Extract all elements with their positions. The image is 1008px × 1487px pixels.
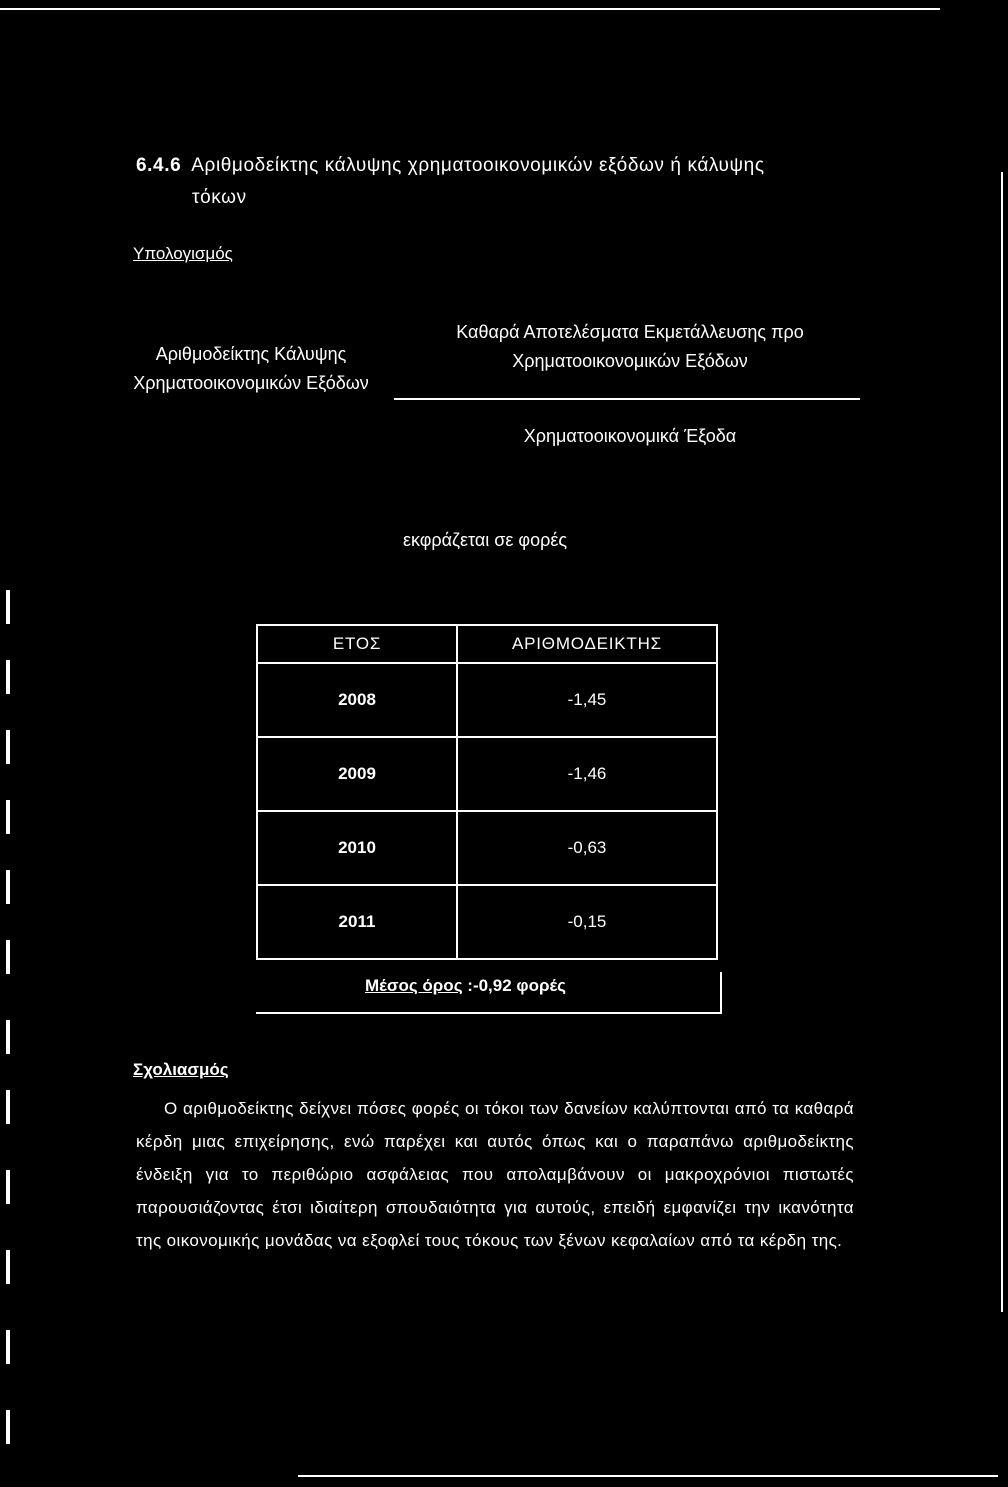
right-border-line <box>1001 172 1003 1312</box>
index-table <box>256 624 718 960</box>
section-number: 6.4.6 <box>136 155 182 176</box>
year-cell: 2011 <box>257 885 457 959</box>
table-row <box>257 663 717 737</box>
section-heading <box>136 150 866 214</box>
commentary-paragraph: Ο αριθμοδείκτης δείχνει πόσες φορές οι τόκοι των δανείων καλύπτονται από τα καθαρά κέρδη μιας επιχείρησης, ενώ παρέχει και αυτός όπως και ο παραπάνω αριθμοδείκτης ένδειξη για το περιθώριο ασφάλειας που απολαμβάνουν οι μακροχρόνιοι πιστωτές παρουσιάζοντας έτσι ιδιαίτερη σπουδαιότητα για αυτούς, επειδή εμφανίζει την ικανότητα της οικονομικής μονάδας να εξοφλεί τους τόκους των ξένων κεφαλαίων από τα κέρδη της. <box>136 1099 854 1250</box>
column-header-year: ΕΤΟΣ <box>257 625 457 663</box>
mean-value: :-0,92 φορές <box>467 976 566 995</box>
index-value-cell: -0,15 <box>457 885 717 959</box>
formula-numerator: Καθαρά Αποτελέσματα Εκμετάλλευσης προ Χρηματοοικονομικών Εξόδων <box>456 322 804 371</box>
formula-denominator: Χρηματοοικονομικά Έξοδα <box>523 426 737 446</box>
column-header-index: ΑΡΙΘΜΟΔΕΙΚΤΗΣ <box>457 625 717 663</box>
mean-label: Μέσος όρος <box>365 976 463 995</box>
commentary-title: Σχολιασμός <box>133 1060 229 1079</box>
table-row <box>257 885 717 959</box>
scan-margin-marks <box>6 590 16 1470</box>
index-value-cell: -0,63 <box>457 811 717 885</box>
table-row <box>257 811 717 885</box>
fraction-bar <box>394 398 860 400</box>
section-title-line2: τόκων <box>192 187 247 208</box>
bottom-border-line <box>298 1475 998 1477</box>
index-value-cell: -1,45 <box>457 663 717 737</box>
table-header-row <box>257 625 717 663</box>
section-title-line1: Αριθμοδείκτης κάλυψης χρηματοοικονομικών εξόδων ή κάλυψης <box>191 155 765 176</box>
mean-value-line <box>365 976 566 996</box>
index-value-cell: -1,46 <box>457 737 717 811</box>
year-cell: 2008 <box>257 663 457 737</box>
table-row <box>257 737 717 811</box>
top-border-line <box>0 8 940 10</box>
expressed-in-note: εκφράζεται σε φορές <box>402 530 568 550</box>
calculation-label: Υπολογισμός <box>133 244 233 263</box>
formula-lhs: Αριθμοδείκτης Κάλυψης Χρηματοοικονομικών Εξόδων <box>133 344 369 393</box>
year-cell: 2009 <box>257 737 457 811</box>
year-cell: 2010 <box>257 811 457 885</box>
